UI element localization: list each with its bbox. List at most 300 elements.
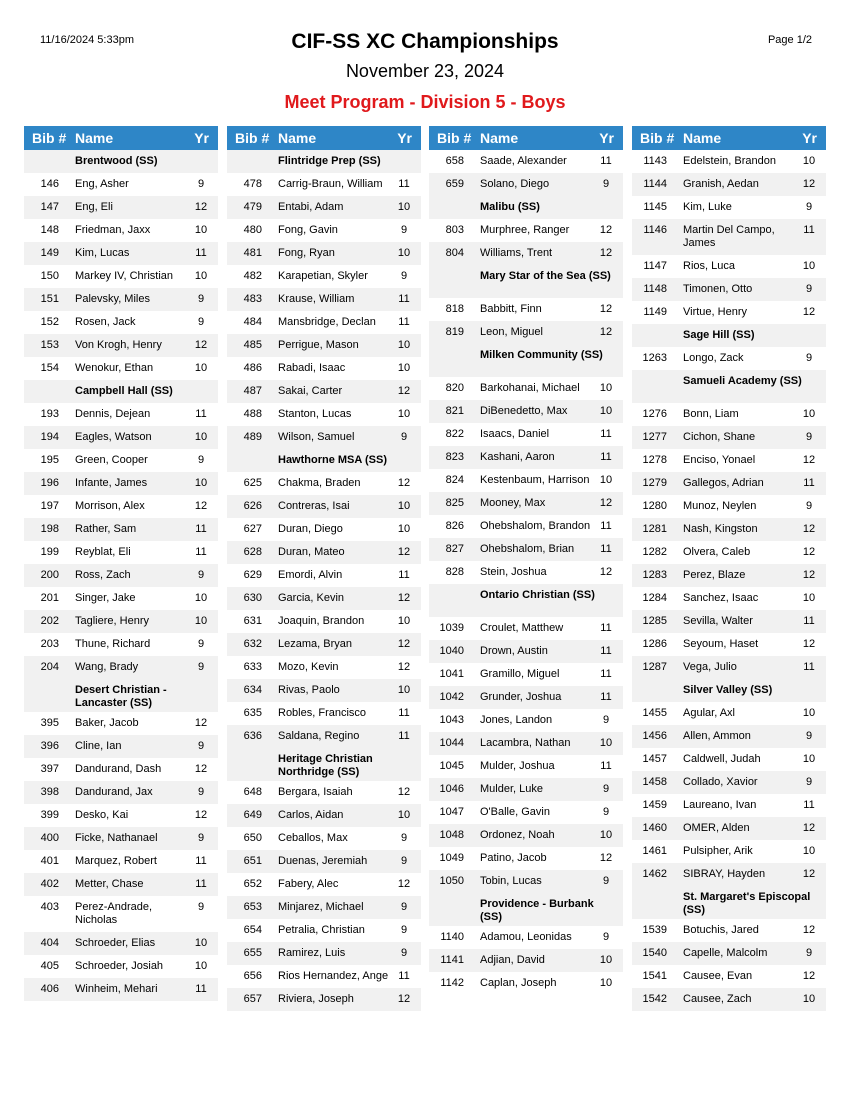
runner-name: Gramillo, Miguel — [480, 668, 560, 680]
runner-name: Perrigue, Mason — [278, 339, 359, 351]
runner-name: Wenokur, Ethan — [75, 362, 154, 374]
runner-row — [632, 942, 826, 965]
runner-row — [227, 311, 421, 334]
grade-year: 9 — [805, 776, 813, 788]
runner-row — [24, 265, 218, 288]
grade-year: 9 — [400, 832, 408, 844]
grade-year: 12 — [397, 993, 411, 1005]
runner-name: Virtue, Henry — [683, 306, 747, 318]
runner-row — [429, 321, 623, 344]
school-heading — [227, 748, 421, 781]
runner-row — [632, 196, 826, 219]
grade-year: 12 — [802, 970, 816, 982]
runner-name: Garcia, Kevin — [278, 592, 345, 604]
runner-name: Ramirez, Luis — [278, 947, 346, 959]
school-name: Milken Community (SS) — [480, 349, 603, 361]
bib-number: 405 — [40, 960, 59, 972]
bib-number: 396 — [40, 740, 59, 752]
school-heading — [24, 380, 218, 403]
runner-name: Seyoum, Haset — [683, 638, 759, 650]
runner-name: Causee, Zach — [683, 993, 752, 1005]
runner-name: Cline, Ian — [75, 740, 122, 752]
runner-row — [24, 850, 218, 873]
grade-year: 12 — [802, 868, 816, 880]
grade-year: 11 — [195, 878, 207, 890]
runner-name: Baker, Jacob — [75, 717, 139, 729]
grade-year: 10 — [397, 362, 411, 374]
runner-row — [227, 610, 421, 633]
column-header — [429, 126, 623, 150]
bib-number: 1140 — [440, 931, 464, 943]
runner-row — [227, 896, 421, 919]
grade-year: 12 — [397, 638, 411, 650]
bib-number: 1147 — [643, 260, 667, 272]
runner-name: Ficke, Nathanael — [75, 832, 158, 844]
grade-year: 10 — [194, 615, 208, 627]
bib-number: 827 — [445, 543, 464, 555]
grade-year: 9 — [602, 714, 610, 726]
runner-name: Murphree, Ranger — [480, 224, 570, 236]
bib-number: 1539 — [642, 924, 667, 936]
bib-number: 1148 — [643, 283, 667, 295]
bib-number: 488 — [243, 408, 262, 420]
runner-row — [227, 656, 421, 679]
runner-name: Rosen, Jack — [75, 316, 136, 328]
bib-number: 1279 — [642, 477, 667, 489]
school-name: Ontario Christian (SS) — [480, 589, 595, 601]
runner-row — [24, 242, 218, 265]
school-name: Campbell Hall (SS) — [75, 385, 173, 397]
runner-name: Joaquin, Brandon — [278, 615, 365, 627]
grade-year: 11 — [803, 799, 815, 811]
runner-name: Rather, Sam — [75, 523, 137, 535]
meet-date: November 23, 2024 — [345, 61, 505, 81]
runner-row — [632, 919, 826, 942]
grade-year: 9 — [197, 293, 205, 305]
bib-header: Bib # — [437, 130, 472, 146]
runner-row — [632, 150, 826, 173]
grade-year: 12 — [194, 717, 208, 729]
grade-year: 9 — [400, 924, 408, 936]
grade-year: 9 — [602, 931, 610, 943]
runner-name: Edelstein, Brandon — [683, 155, 776, 167]
page-number: Page 1/2 — [767, 34, 812, 46]
runner-name: Nash, Kingston — [683, 523, 758, 535]
runner-name: Rabadi, Isaac — [278, 362, 346, 374]
bib-number: 487 — [243, 385, 262, 397]
runner-row — [632, 748, 826, 771]
runner-name: O'Balle, Gavin — [480, 806, 550, 818]
bib-number: 1046 — [439, 783, 464, 795]
bib-number: 1542 — [642, 993, 667, 1005]
runner-row — [429, 709, 623, 732]
bib-number: 146 — [40, 178, 59, 190]
school-heading — [429, 196, 623, 219]
grade-year: 9 — [602, 178, 610, 190]
runner-row — [429, 663, 623, 686]
grade-year: 12 — [599, 326, 613, 338]
bib-number: 197 — [40, 500, 59, 512]
runner-name: Vega, Julio — [683, 661, 737, 673]
runner-name: Agular, Axl — [683, 707, 735, 719]
school-name: Providence - Burbank (SS) — [480, 898, 594, 923]
school-heading — [429, 265, 623, 298]
grade-year: 12 — [802, 569, 816, 581]
runner-name: Krause, William — [278, 293, 355, 305]
runner-name: Solano, Diego — [480, 178, 550, 190]
runner-name: Dandurand, Jax — [75, 786, 153, 798]
runner-name: Cichon, Shane — [683, 431, 756, 443]
grade-year: 9 — [805, 352, 813, 364]
grade-year: 12 — [194, 339, 208, 351]
bib-number: 193 — [40, 408, 59, 420]
bib-number: 148 — [40, 224, 59, 236]
bib-number: 629 — [243, 569, 262, 581]
grade-year: 10 — [397, 201, 411, 213]
bib-number: 198 — [40, 523, 59, 535]
grade-year: 9 — [197, 832, 205, 844]
bib-number: 1049 — [439, 852, 464, 864]
bib-number: 636 — [243, 730, 262, 742]
runner-name: Capelle, Malcolm — [683, 947, 768, 959]
runner-name: Stein, Joshua — [480, 566, 547, 578]
runner-row — [227, 965, 421, 988]
school-name: Mary Star of the Sea (SS) — [480, 270, 611, 282]
runner-row — [227, 426, 421, 449]
bib-number: 489 — [243, 431, 262, 443]
runner-name: Morrison, Alex — [75, 500, 145, 512]
runner-name: Schroeder, Josiah — [75, 960, 164, 972]
bib-number: 1142 — [440, 977, 464, 989]
runner-name: Enciso, Yonael — [683, 454, 756, 466]
runner-name: Botuchis, Jared — [683, 924, 759, 936]
grade-year: 12 — [599, 303, 613, 315]
grade-year: 10 — [599, 977, 613, 989]
grade-year: 12 — [397, 385, 411, 397]
bib-number: 480 — [243, 224, 262, 236]
bib-number: 401 — [40, 855, 59, 867]
runner-row — [632, 840, 826, 863]
entry-column-1 — [24, 126, 218, 1001]
grade-year: 9 — [197, 178, 205, 190]
bib-number: 402 — [40, 878, 59, 890]
grade-year: 12 — [802, 546, 816, 558]
runner-name: Martin Del Campo, James — [683, 224, 775, 249]
bib-number: 1540 — [642, 947, 667, 959]
bib-number: 154 — [40, 362, 59, 374]
bib-number: 152 — [40, 316, 59, 328]
bib-header: Bib # — [32, 130, 67, 146]
runner-name: Entabi, Adam — [278, 201, 344, 213]
runner-name: Timonen, Otto — [683, 283, 753, 295]
bib-number: 1146 — [643, 224, 667, 236]
name-header: Name — [480, 130, 519, 146]
runner-row — [24, 873, 218, 896]
runner-name: Duran, Diego — [278, 523, 343, 535]
runner-name: Fabery, Alec — [278, 878, 339, 890]
grade-year: 12 — [802, 306, 816, 318]
runner-name: Grunder, Joshua — [480, 691, 562, 703]
runner-row — [429, 242, 623, 265]
runner-row — [24, 426, 218, 449]
bib-number: 1286 — [642, 638, 667, 650]
grade-year: 10 — [397, 615, 411, 627]
runner-row — [429, 778, 623, 801]
bib-number: 631 — [243, 615, 262, 627]
runner-row — [227, 196, 421, 219]
grade-year: 11 — [600, 543, 612, 555]
bib-number: 627 — [243, 523, 262, 535]
runner-name: Rivas, Paolo — [278, 684, 340, 696]
runner-row — [227, 827, 421, 850]
grade-year: 9 — [400, 855, 408, 867]
bib-number: 406 — [40, 983, 59, 995]
runner-name: Lacambra, Nathan — [480, 737, 571, 749]
bib-number: 200 — [40, 569, 59, 581]
bib-number: 404 — [40, 937, 59, 949]
grade-year: 11 — [398, 293, 410, 305]
grade-year: 11 — [398, 730, 410, 742]
runner-row — [429, 492, 623, 515]
bib-number: 479 — [243, 201, 262, 213]
column-header — [24, 126, 218, 150]
runner-row — [227, 725, 421, 748]
grade-year: 10 — [802, 408, 816, 420]
runner-row — [24, 633, 218, 656]
runner-row — [632, 564, 826, 587]
runner-name: Mozo, Kevin — [278, 661, 339, 673]
runner-row — [24, 219, 218, 242]
runner-row — [632, 817, 826, 840]
grade-year: 10 — [194, 362, 208, 374]
runner-name: Ceballos, Max — [278, 832, 348, 844]
bib-number: 819 — [445, 326, 464, 338]
bib-number: 1043 — [439, 714, 464, 726]
bib-number: 1039 — [439, 622, 464, 634]
runner-row — [227, 587, 421, 610]
grade-year: 9 — [197, 740, 205, 752]
runner-row — [227, 357, 421, 380]
grade-year: 9 — [197, 786, 205, 798]
runner-name: Gallegos, Adrian — [683, 477, 764, 489]
runner-row — [429, 801, 623, 824]
grade-year: 11 — [600, 428, 612, 440]
runner-name: Emordi, Alvin — [278, 569, 343, 581]
bib-number: 649 — [243, 809, 262, 821]
grade-year: 11 — [803, 661, 815, 673]
grade-year: 11 — [600, 645, 612, 657]
grade-year: 10 — [397, 684, 411, 696]
runner-row — [227, 781, 421, 804]
runner-name: Petralia, Christian — [278, 924, 365, 936]
runner-row — [632, 301, 826, 324]
runner-row — [429, 847, 623, 870]
grade-year: 12 — [599, 497, 613, 509]
grade-year: 9 — [197, 661, 205, 673]
bib-number: 823 — [445, 451, 464, 463]
bib-number: 804 — [445, 247, 464, 259]
bib-number: 826 — [445, 520, 464, 532]
runner-row — [429, 870, 623, 893]
bib-number: 803 — [445, 224, 464, 236]
grade-year: 9 — [805, 730, 813, 742]
runner-row — [24, 173, 218, 196]
bib-number: 1456 — [642, 730, 667, 742]
grade-year: 9 — [197, 454, 205, 466]
runner-row — [429, 538, 623, 561]
grade-year: 11 — [398, 316, 410, 328]
grade-year: 11 — [195, 523, 207, 535]
runner-name: Wang, Brady — [75, 661, 139, 673]
grade-year: 10 — [397, 500, 411, 512]
runner-name: Tobin, Lucas — [480, 875, 542, 887]
grade-year: 12 — [194, 500, 208, 512]
runner-row — [227, 850, 421, 873]
runner-name: Riviera, Joseph — [278, 993, 354, 1005]
bib-number: 1285 — [642, 615, 667, 627]
bib-number: 1048 — [439, 829, 464, 841]
runner-row — [227, 403, 421, 426]
runner-name: Perez-Andrade, Nicholas — [75, 901, 153, 926]
runner-row — [632, 403, 826, 426]
runner-row — [429, 377, 623, 400]
bib-number: 657 — [243, 993, 262, 1005]
runner-name: Granish, Aedan — [683, 178, 759, 190]
bib-number: 1145 — [643, 201, 667, 213]
grade-year: 9 — [602, 806, 610, 818]
runner-row — [24, 896, 218, 932]
runner-name: Carrig-Braun, William — [278, 178, 383, 190]
runner-name: Caplan, Joseph — [480, 977, 557, 989]
column-header — [632, 126, 826, 150]
grade-year: 10 — [599, 474, 613, 486]
column-header — [227, 126, 421, 150]
runner-row — [227, 265, 421, 288]
runner-row — [429, 561, 623, 584]
runner-row — [632, 633, 826, 656]
runner-row — [429, 446, 623, 469]
runner-row — [227, 472, 421, 495]
runner-row — [24, 564, 218, 587]
runner-row — [24, 541, 218, 564]
bib-number: 485 — [243, 339, 262, 351]
runner-row — [24, 311, 218, 334]
grade-year: 10 — [802, 753, 816, 765]
grade-year: 12 — [397, 878, 411, 890]
grade-year: 12 — [802, 454, 816, 466]
grade-year: 11 — [195, 247, 207, 259]
grade-year: 9 — [805, 947, 813, 959]
runner-name: Saade, Alexander — [480, 155, 567, 167]
runner-row — [429, 640, 623, 663]
grade-year: 11 — [600, 622, 612, 634]
runner-row — [24, 196, 218, 219]
grade-year: 9 — [400, 431, 408, 443]
bib-number: 634 — [243, 684, 262, 696]
bib-number: 153 — [40, 339, 59, 351]
bib-header: Bib # — [235, 130, 270, 146]
grade-year: 9 — [805, 431, 813, 443]
grade-year: 10 — [599, 405, 613, 417]
grade-year: 9 — [197, 901, 205, 913]
runner-name: Munoz, Neylen — [683, 500, 757, 512]
runner-row — [632, 255, 826, 278]
runner-row — [227, 873, 421, 896]
runner-name: Carlos, Aidan — [278, 809, 344, 821]
bib-number: 1459 — [642, 799, 667, 811]
entry-column-4 — [632, 126, 826, 1011]
runner-name: Patino, Jacob — [480, 852, 547, 864]
runner-name: Perez, Blaze — [683, 569, 746, 581]
runner-name: Green, Cooper — [75, 454, 148, 466]
runner-row — [24, 472, 218, 495]
bib-number: 650 — [243, 832, 262, 844]
runner-name: OMER, Alden — [683, 822, 750, 834]
bib-number: 1143 — [643, 155, 667, 167]
runner-row — [429, 686, 623, 709]
school-name: Heritage Christian Northridge (SS) — [278, 753, 373, 778]
bib-number: 1541 — [642, 970, 667, 982]
grade-year: 11 — [195, 408, 207, 420]
grade-year: 10 — [397, 809, 411, 821]
bib-number: 199 — [40, 546, 59, 558]
runner-row — [429, 617, 623, 640]
bib-number: 204 — [40, 661, 59, 673]
bib-number: 1455 — [642, 707, 667, 719]
bib-number: 825 — [445, 497, 464, 509]
runner-row — [24, 656, 218, 679]
bib-number: 658 — [445, 155, 464, 167]
runner-row — [24, 804, 218, 827]
school-name: Silver Valley (SS) — [683, 684, 773, 696]
grade-year: 9 — [602, 783, 610, 795]
bib-number: 1050 — [439, 875, 464, 887]
bib-number: 1281 — [642, 523, 667, 535]
bib-number: 150 — [40, 270, 59, 282]
bib-number: 196 — [40, 477, 59, 489]
program-title: Meet Program - Division 5 - Boys — [284, 92, 566, 112]
runner-name: Saldana, Regino — [278, 730, 360, 742]
bib-number: 1278 — [642, 454, 667, 466]
runner-name: Bergara, Isaiah — [278, 786, 353, 798]
runner-row — [632, 495, 826, 518]
grade-year: 9 — [805, 500, 813, 512]
grade-year: 12 — [599, 566, 613, 578]
bib-number: 147 — [40, 201, 59, 213]
grade-year: 12 — [397, 661, 411, 673]
runner-name: Karapetian, Skyler — [278, 270, 368, 282]
bib-number: 630 — [243, 592, 262, 604]
runner-name: Fong, Ryan — [278, 247, 335, 259]
runner-name: Adjian, David — [480, 954, 545, 966]
grade-year: 11 — [803, 224, 815, 236]
bib-number: 1461 — [642, 845, 667, 857]
school-heading — [227, 150, 421, 173]
runner-name: Kim, Luke — [683, 201, 732, 213]
name-header: Name — [75, 130, 114, 146]
runner-name: Robles, Francisco — [278, 707, 367, 719]
school-name: Sage Hill (SS) — [683, 329, 755, 341]
bib-number: 1457 — [642, 753, 667, 765]
school-name: Flintridge Prep (SS) — [278, 155, 381, 167]
runner-row — [227, 942, 421, 965]
runner-row — [227, 702, 421, 725]
bib-number: 1460 — [642, 822, 667, 834]
runner-row — [632, 771, 826, 794]
bib-number: 655 — [243, 947, 262, 959]
runner-row — [632, 541, 826, 564]
runner-name: Thune, Richard — [75, 638, 151, 650]
